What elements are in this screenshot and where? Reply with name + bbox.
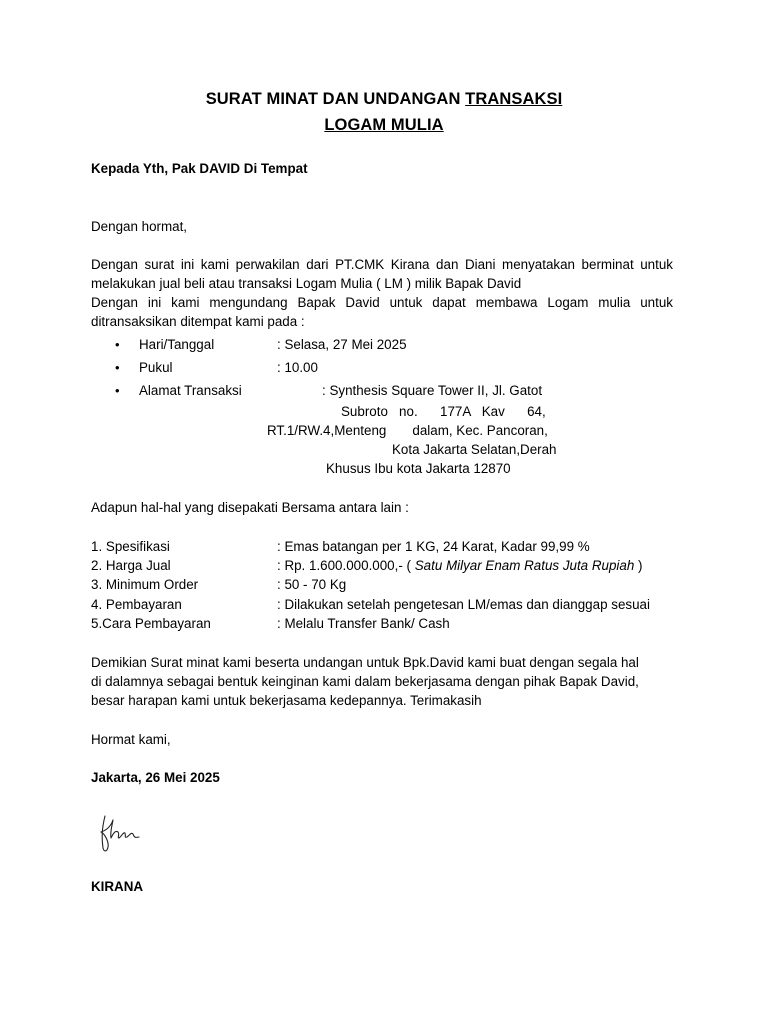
address-line-2: Subroto no. 177A Kav 64, [341,404,546,419]
signer-name: KIRANA [91,879,144,894]
regards: Hormat kami, [91,732,171,747]
place-date: Jakarta, 26 Mei 2025 [91,770,220,785]
address-line-3: RT.1/RW.4,Menteng dalam, Kec. Pancoran, [267,423,548,438]
closing-line-2: di dalamnya sebagai bentuk keinginan kami dalam bekerjasama dengan pihak Bapak David, [91,674,639,689]
time-value: : 10.00 [277,360,318,375]
term-label: 5.Cara Pembayaran [91,616,211,631]
term-label: 2. Harga Jual [91,558,171,573]
intro-line-2: melakukan jual beli atau transaksi Logam Mulia ( LM ) milik Bapak David [91,276,522,291]
address-line-1: : Synthesis Square Tower II, Jl. Gatot [322,383,543,398]
bullet-icon: • [115,337,120,352]
bullet-icon: • [115,360,120,375]
title-line-2 [0,116,768,135]
address-line-4: Kota Jakarta Selatan,Derah [392,442,557,457]
closing-line-1: Demikian Surat minat kami beserta undangan untuk Bpk.David kami buat dengan segala hal [91,655,639,670]
term-label: 4. Pembayaran [91,597,182,612]
bullet-icon: • [115,383,120,398]
date-label: Hari/Tanggal [139,337,215,352]
intro-line-1: Dengan surat ini kami perwakilan dari PT.CMK Kirana dan Diani menyatakan berminat untuk [91,257,673,272]
price-suffix: ) [634,558,643,573]
term-label: 3. Minimum Order [91,577,199,592]
term-value: : Dilakukan setelah pengetesan LM/emas dan dianggap sesuai [277,597,650,612]
title-underlined-text: TRANSAKSI [465,90,563,108]
price-in-words: Satu Milyar Enam Ratus Juta Rupiah [414,558,635,573]
address-label: Alamat Transaksi [139,383,242,398]
price-prefix: : Rp. 1.600.000.000,- ( [277,558,415,573]
time-label: Pukul [139,360,173,375]
greeting: Dengan hormat, [91,219,188,234]
term-value: : 50 - 70 Kg [277,577,347,592]
date-value: : Selasa, 27 Mei 2025 [277,337,407,352]
term-value [277,556,642,575]
title-line-1 [0,90,768,109]
recipient-line: Kepada Yth, Pak DAVID Di Tempat [91,161,308,176]
intro-line-4: ditransaksikan ditempat kami pada : [91,314,305,329]
signature-image [95,812,143,856]
closing-line-3: besar harapan kami untuk bekerjasama kedepannya. Terimakasih [91,693,482,708]
term-label: 1. Spesifikasi [91,539,170,554]
term-value: : Emas batangan per 1 KG, 24 Karat, Kadar 99,99 % [277,539,590,554]
address-line-5: Khusus Ibu kota Jakarta 12870 [326,461,511,476]
title-subtitle: LOGAM MULIA [324,116,444,134]
title-text: SURAT MINAT DAN UNDANGAN [205,90,466,108]
agreement-intro: Adapun hal-hal yang disepakati Bersama antara lain : [91,500,409,515]
term-value: : Melalu Transfer Bank/ Cash [277,616,450,631]
intro-line-3: Dengan ini kami mengundang Bapak David untuk dapat membawa Logam mulia untuk [91,295,673,310]
